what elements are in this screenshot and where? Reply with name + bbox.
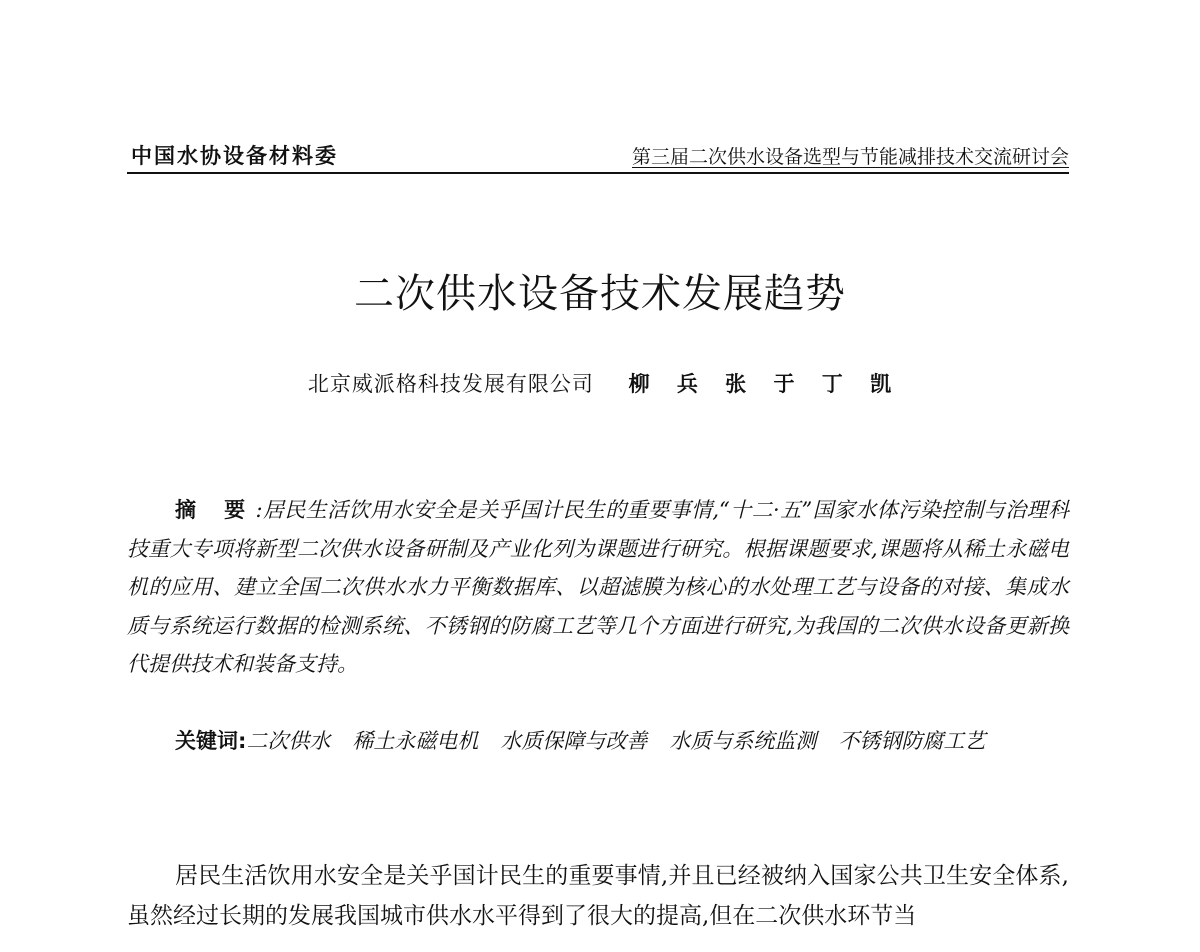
keywords xyxy=(127,722,1069,761)
keyword-item: 水质与系统监测 xyxy=(669,729,817,753)
keyword-item: 二次供水 xyxy=(246,729,331,753)
abstract-text: :居民生活饮用水安全是关乎国计民生的重要事情,“十二·五”国家水体污染控制与治理科技重大专项将新型二次供水设备研制及产业化列为课题进行研究。根据课题要求,课题将从稀土永磁电机的应用、建立全国二次供水水力平衡数据库、以超滤膜为核心的水处理工艺与设备的对接、集成水质与系统运行数据的检测系统、不锈钢的防腐工艺等几个方面进行研究,为我国的二次供水设备更新换代提供技术和装备支持。 xyxy=(127,498,1069,676)
author-names: 柳 兵 张 于 丁 凯 xyxy=(628,371,893,396)
abstract-label: 摘 要 xyxy=(175,498,256,522)
author-affiliation: 北京威派格科技发展有限公司 xyxy=(307,372,594,396)
running-header xyxy=(127,138,1069,174)
paper-title: 二次供水设备技术发展趋势 xyxy=(354,271,846,317)
header-conference: 第三届二次供水设备选型与节能减排技术交流研讨会 xyxy=(631,146,1069,168)
byline xyxy=(0,368,1200,398)
keyword-item: 水质保障与改善 xyxy=(500,729,648,753)
keyword-item: 不锈钢防腐工艺 xyxy=(838,729,986,753)
body-paragraph: 居民生活饮用水安全是关乎国计民生的重要事情,并且已经被纳入国家公共卫生安全体系,虽然经过长期的发展我国城市供水水平得到了很大的提高,但在二次供水环节当 xyxy=(127,863,1069,929)
keyword-item: 稀土永磁电机 xyxy=(352,729,479,753)
abstract xyxy=(127,491,1069,684)
header-organization: 中国水协设备材料委 xyxy=(131,144,338,168)
keywords-label: 关键词: xyxy=(175,729,247,753)
